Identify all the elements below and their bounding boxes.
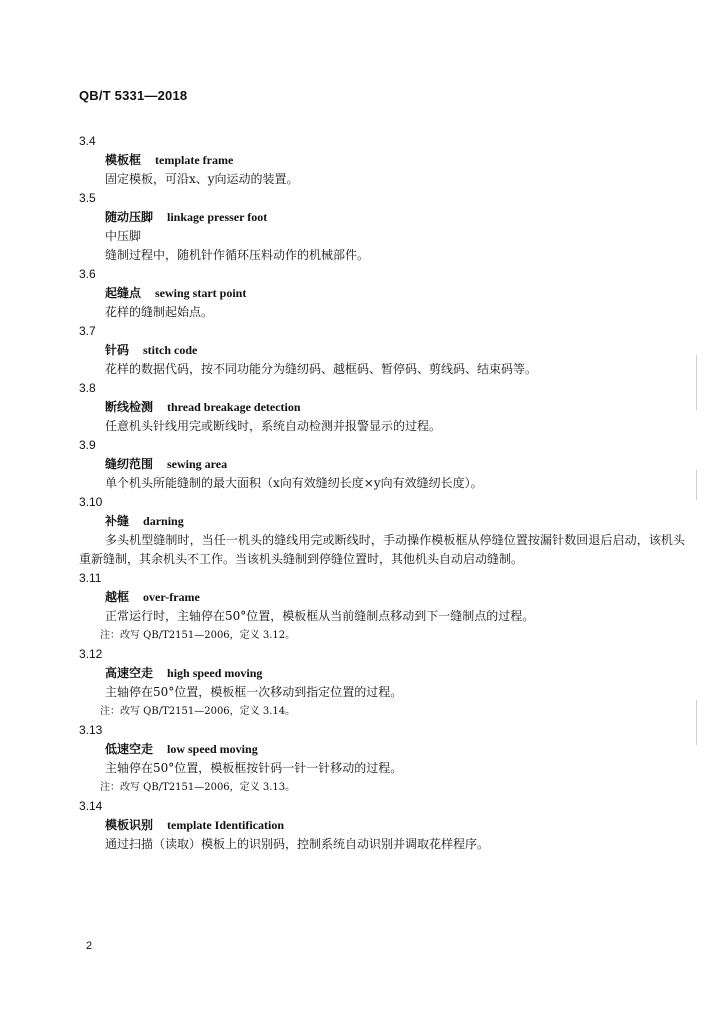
term-zh: 模板识别	[105, 818, 154, 832]
note-text: 注：改写 QB/T2151—2006，定义 3.12。	[100, 630, 296, 641]
term-heading	[0, 455, 725, 474]
page-number: 2	[86, 940, 93, 952]
clause-number: 3.10	[79, 495, 103, 509]
term-entry-3-9	[0, 436, 725, 493]
scan-edge-mark	[696, 700, 697, 745]
term-entry-3-7	[0, 322, 725, 379]
term-en: template frame	[155, 153, 234, 167]
term-entry-3-14	[0, 797, 725, 854]
term-entry-3-6	[0, 265, 725, 322]
definition-text: 通过扫描（读取）模板上的识别码，控制系统自动识别并调取花样程序。	[105, 837, 490, 851]
definition-text: 正常运行时，主轴停在50°位置，模板框从当前缝制点移动到下一缝制点的过程。	[105, 609, 535, 623]
clause-number: 3.13	[79, 723, 103, 737]
term-en: stitch code	[143, 343, 198, 357]
clause-number: 3.9	[79, 438, 96, 452]
clause-number: 3.14	[79, 799, 103, 813]
definition-paragraph: 多头机型缝制时，当任一机头的缝线用完或断线时，手动操作模板框从停缝位置按漏针数回退后启动，该机头重新缝制，其余机头不工作。当该机头缝制到停缝位置时，其他机头自动启动缝制。	[79, 533, 685, 566]
term-en: sewing start point	[155, 286, 247, 300]
term-en: low speed moving	[167, 742, 258, 756]
term-entry-3-8	[0, 379, 725, 436]
term-definitions	[0, 132, 725, 854]
term-en: over-frame	[143, 590, 200, 604]
definition-text: 缝制过程中，随机针作循环压料动作的机械部件。	[105, 248, 370, 262]
term-en: template Identification	[167, 818, 284, 832]
term-zh: 高速空走	[105, 666, 154, 680]
term-en: linkage presser foot	[167, 210, 268, 224]
term-zh: 补缝	[105, 514, 130, 528]
note-text: 注：改写 QB/T2151—2006，定义 3.13。	[100, 782, 296, 793]
term-zh: 模板框	[105, 153, 142, 167]
synonym-text: 中压脚	[105, 229, 142, 243]
term-heading	[0, 208, 725, 227]
term-heading	[0, 284, 725, 303]
term-zh: 断线检测	[105, 400, 154, 414]
term-en: darning	[143, 514, 184, 528]
term-heading	[0, 740, 725, 759]
term-heading	[0, 664, 725, 683]
term-heading	[0, 816, 725, 835]
term-heading	[0, 151, 725, 170]
term-zh: 针码	[105, 343, 130, 357]
clause-number: 3.4	[79, 134, 96, 148]
term-entry-3-5	[0, 189, 725, 265]
term-en: thread breakage detection	[167, 400, 301, 414]
clause-number: 3.11	[79, 571, 102, 585]
term-entry-3-12	[0, 645, 725, 721]
term-entry-3-10	[0, 493, 725, 569]
term-zh: 起缝点	[105, 286, 142, 300]
scan-edge-mark	[696, 355, 697, 410]
clause-number: 3.8	[79, 381, 96, 395]
term-zh: 低速空走	[105, 742, 154, 756]
clause-number: 3.5	[79, 191, 96, 205]
clause-number: 3.7	[79, 324, 96, 338]
term-en: sewing area	[167, 457, 228, 471]
definition-text: 主轴停在50°位置，模板框按针码一针一针移动的过程。	[105, 761, 403, 775]
definition-text: 花样的缝制起始点。	[105, 305, 214, 319]
term-zh: 缝纫范围	[105, 457, 154, 471]
term-en: high speed moving	[167, 666, 263, 680]
term-heading	[0, 341, 725, 360]
definition-text: 主轴停在50°位置，模板框一次移动到指定位置的过程。	[105, 685, 403, 699]
document-header: QB/T 5331—2018	[79, 88, 188, 103]
term-entry-3-4	[0, 132, 725, 189]
clause-number: 3.12	[79, 647, 103, 661]
note-text: 注：改写 QB/T2151—2006，定义 3.14。	[100, 706, 296, 717]
definition-text: 花样的数据代码，按不同功能分为缝纫码、越框码、暂停码、剪线码、结束码等。	[105, 362, 538, 376]
term-zh: 随动压脚	[105, 210, 154, 224]
term-zh: 越框	[105, 590, 130, 604]
definition-text: 固定模板，可沿x、y向运动的装置。	[105, 172, 299, 186]
term-heading	[0, 398, 725, 417]
term-heading	[0, 512, 725, 531]
term-entry-3-13	[0, 721, 725, 797]
term-entry-3-11	[0, 569, 725, 645]
definition-text: 任意机头针线用完或断线时，系统自动检测并报警显示的过程。	[105, 419, 442, 433]
scan-edge-mark	[696, 470, 697, 500]
definition-text: 单个机头所能缝制的最大面积（x向有效缝纫长度×y向有效缝纫长度）。	[105, 476, 483, 490]
clause-number: 3.6	[79, 267, 96, 281]
term-heading	[0, 588, 725, 607]
